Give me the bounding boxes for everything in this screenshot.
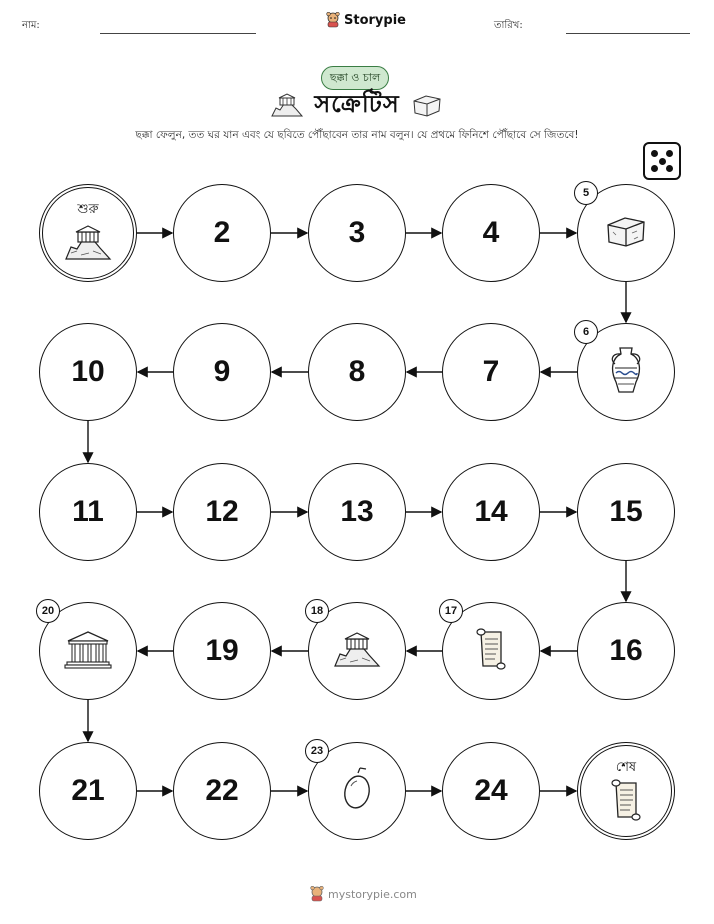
cell-number: 4 (482, 216, 500, 249)
board-cell-3 (308, 184, 406, 282)
board-cell-15 (577, 463, 675, 561)
board-cell-24 (442, 742, 540, 840)
board-cell-20 (39, 602, 137, 700)
name-label: নাম: (22, 20, 40, 31)
cell-number-badge: 23 (305, 739, 329, 763)
board-cell-5 (577, 184, 675, 282)
page-title: সক্রেটিস (314, 90, 400, 118)
acropolis-icon (332, 630, 382, 672)
olive-icon (339, 766, 375, 816)
cell-number: 24 (474, 774, 508, 807)
cell-number-badge: 17 (439, 599, 463, 623)
board-cell-17 (442, 602, 540, 700)
board-cell-22 (173, 742, 271, 840)
board-cell-11 (39, 463, 137, 561)
board-cell-10 (39, 323, 137, 421)
cell-number-badge: 20 (36, 599, 60, 623)
cell-number: 19 (205, 634, 239, 667)
board-cell-4 (442, 184, 540, 282)
cell-number: 15 (609, 495, 643, 528)
cell-number-badge: 6 (574, 320, 598, 344)
cell-number: 7 (482, 355, 500, 388)
board-cell-8 (308, 323, 406, 421)
cell-number: 8 (348, 355, 366, 388)
cell-number: 10 (71, 355, 105, 388)
scroll-icon (608, 777, 644, 827)
board-cell-13 (308, 463, 406, 561)
cell-number: 22 (205, 774, 239, 807)
finish-label: শেষ (615, 760, 637, 775)
cell-number: 21 (71, 774, 105, 807)
cell-number: 11 (72, 495, 104, 528)
board-cell-23 (308, 742, 406, 840)
cell-number: 13 (340, 495, 374, 528)
board-cell-9 (173, 323, 271, 421)
board-cell-18 (308, 602, 406, 700)
board-cell-19 (173, 602, 271, 700)
acropolis-icon (63, 223, 113, 265)
cell-number: 3 (348, 216, 366, 249)
instructions: ছক্কা ফেলুন, তত ঘর যান এবং যে ছবিতে পৌঁছাবেন তার নাম বলুন। যে প্রথমে ফিনিশে পৌঁছাবে সে জিতবে! (135, 129, 579, 141)
cell-number: 14 (474, 495, 508, 528)
cell-number: 16 (609, 634, 643, 667)
amphora-icon (606, 344, 646, 400)
cell-number: 2 (213, 216, 231, 249)
stone-block-icon (604, 213, 648, 253)
cell-number-badge: 18 (305, 599, 329, 623)
footer-url[interactable]: mystorypie.com (328, 887, 417, 901)
cell-number: 12 (205, 495, 239, 528)
board-cell-14 (442, 463, 540, 561)
board-cell-6 (577, 323, 675, 421)
board-cell-21 (39, 742, 137, 840)
board-cell-2 (173, 184, 271, 282)
footer (310, 886, 417, 902)
start-cell (39, 184, 137, 282)
board-cell-7 (442, 323, 540, 421)
board-cell-16 (577, 602, 675, 700)
scroll-icon (473, 626, 509, 676)
board-cell-12 (173, 463, 271, 561)
storypie-mascot-icon (310, 886, 324, 902)
finish-cell (577, 742, 675, 840)
game-type-badge: ছক্কা ও চাল (321, 66, 389, 90)
start-label: শুরু (77, 202, 99, 217)
brand-name: Storypie (344, 12, 406, 28)
cell-number-badge: 5 (574, 181, 598, 205)
date-label: তারিখ: (494, 20, 523, 31)
cell-number: 9 (213, 355, 231, 388)
temple-icon (64, 629, 112, 673)
